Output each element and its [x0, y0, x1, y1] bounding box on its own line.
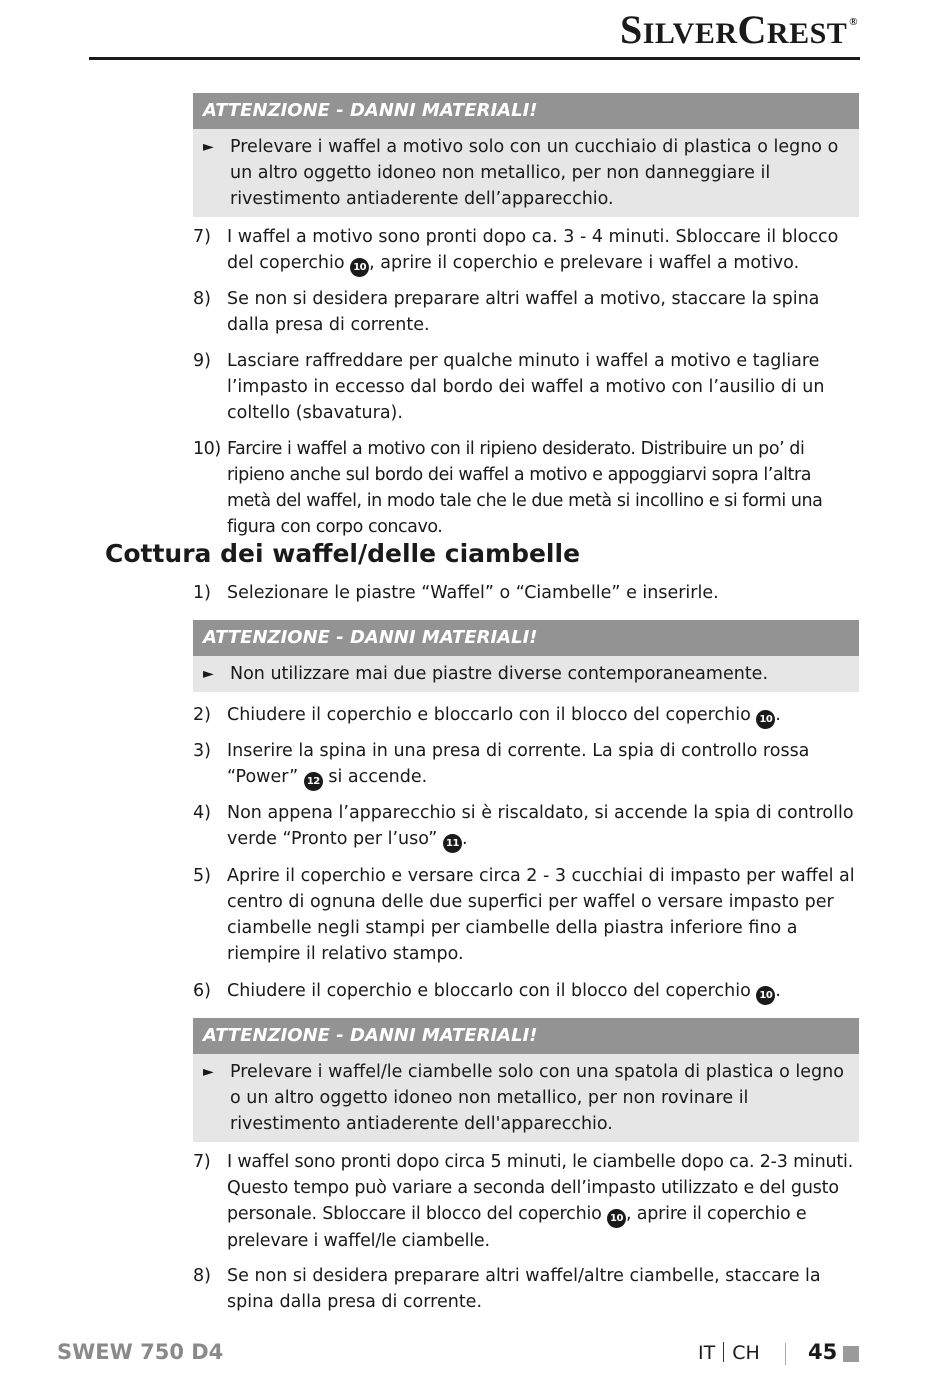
reference-number-icon: 11	[443, 834, 462, 853]
step-number: 4)	[193, 803, 211, 823]
language-codes	[698, 1342, 760, 1364]
language-code: CH	[732, 1342, 760, 1364]
warning-note-body	[193, 129, 859, 217]
reference-number-icon: 12	[304, 772, 323, 791]
step-text	[193, 1149, 859, 1254]
step-text	[193, 224, 859, 277]
triangle-bullet-icon: ►	[203, 139, 214, 155]
brand-logo-initial-1: S	[619, 7, 643, 52]
step-text-part: Non appena l’apparecchio si è riscaldato, si accende la spia di controllo verde “Pronto per l’uso”	[227, 803, 854, 849]
step-text-part: .	[461, 829, 468, 849]
header-rule	[89, 57, 860, 60]
reference-number-icon: 10	[350, 258, 369, 277]
step-text-part: Chiudere il coperchio e bloccarlo con il blocco del coperchio	[227, 705, 757, 725]
step-text-part: Chiudere il coperchio e bloccarlo con il blocco del coperchio	[227, 981, 757, 1001]
step-text-part: Inserire la spina in una presa di corrente. La spia di controllo rossa “Power”	[227, 741, 810, 787]
brand-logo-part-1: ILVER	[642, 17, 738, 50]
brand-logo	[620, 6, 858, 53]
step-number: 7)	[193, 227, 211, 247]
step-item	[193, 348, 859, 426]
triangle-bullet-icon: ►	[203, 1064, 214, 1080]
step-text: Farcire i waffel a motivo con il ripieno desiderato. Distribuire un po’ di ripieno anche sul bordo dei waffel a motivo e appoggiarvi sopra l’altra metà del waffel, in modo tale che le due metà si incollino e si formi una figura con corpo concavo.	[227, 439, 823, 537]
warning-note	[193, 1018, 859, 1142]
step-number: 2)	[193, 705, 211, 725]
triangle-bullet-icon: ►	[203, 666, 214, 682]
step-text-part: si accende.	[322, 767, 428, 787]
step-item	[193, 702, 859, 729]
page-number: 45	[808, 1340, 838, 1364]
brand-logo-part-2: REST	[766, 17, 848, 50]
step-item	[193, 436, 859, 540]
step-text: Aprire il coperchio e versare circa 2 - 3 cucchiai di impasto per waffel al centro di ognuna delle due superfici per waffel o versare impasto per ciambelle negli stampi per ciambelle della piastra inferiore fino a riempire il relativo stampo.	[227, 866, 855, 964]
section-title: Cottura dei waffel/delle ciambelle	[105, 539, 581, 568]
step-text-part: .	[775, 981, 781, 1001]
step-number: 9)	[193, 351, 211, 371]
step-text: Se non si desidera preparare altri waffel/altre ciambelle, staccare la spina dalla presa di corrente.	[227, 1266, 821, 1312]
step-text	[193, 738, 859, 791]
step-text-part: I waffel sono pronti dopo circa 5 minuti, le ciambelle dopo ca. 2-3 minuti. Questo tempo può variare a seconda dell’impasto utilizzato e del gusto personale. Sbloccare il blocco del coperchio	[227, 1152, 854, 1224]
divider	[723, 1342, 724, 1362]
step-text: Se non si desidera preparare altri waffel a motivo, staccare la spina dalla presa di corrente.	[227, 289, 820, 335]
square-marker-icon	[843, 1346, 859, 1362]
step-item	[193, 863, 859, 967]
reference-number-icon: 10	[756, 710, 775, 729]
step-text	[193, 702, 859, 729]
warning-note-text: Prelevare i waffel a motivo solo con un cucchiaio di plastica o legno o un altro oggetto idoneo non metallico, per non danneggiare il rivestimento antiaderente dell’apparecchio.	[230, 137, 839, 209]
step-item	[193, 978, 859, 1005]
language-code: IT	[698, 1342, 716, 1364]
step-number: 6)	[193, 981, 211, 1001]
warning-note-title: ATTENZIONE - DANNI MATERIALI!	[193, 1018, 859, 1054]
step-item	[193, 800, 859, 853]
step-text-part: , aprire il coperchio e prelevare i waffel/le ciambelle.	[227, 1204, 807, 1251]
step-number: 10)	[193, 439, 221, 459]
registered-mark: ®	[849, 16, 858, 28]
step-text: Lasciare raffreddare per qualche minuto i waffel a motivo e tagliare l’impasto in eccesso dal bordo dei waffel a motivo con l’ausilio di un coltello (sbavatura).	[227, 351, 825, 423]
step-number: 5)	[193, 866, 211, 886]
step-number: 8)	[193, 289, 211, 309]
step-item	[193, 580, 859, 606]
step-text: Selezionare le piastre “Waffel” o “Ciambelle” e inserirle.	[227, 583, 719, 603]
step-number: 7)	[193, 1152, 211, 1172]
step-item	[193, 224, 859, 277]
warning-note	[193, 93, 859, 217]
warning-note-text: Non utilizzare mai due piastre diverse contemporaneamente.	[230, 664, 769, 684]
step-text-part: .	[775, 705, 781, 725]
step-item	[193, 1149, 859, 1254]
step-text	[193, 978, 859, 1005]
step-text	[193, 800, 859, 853]
warning-note-body	[193, 1054, 859, 1142]
brand-logo-initial-2: C	[737, 7, 767, 52]
warning-note-text: Prelevare i waffel/le ciambelle solo con una spatola di plastica o legno o un altro oggetto idoneo non metallico, per non rovinare il rivestimento antiaderente dell'apparecchio.	[230, 1062, 844, 1134]
step-number: 1)	[193, 583, 211, 603]
warning-note-body	[193, 656, 859, 692]
step-text-part: , aprire il coperchio e prelevare i waffel a motivo.	[369, 253, 800, 273]
warning-note-title: ATTENZIONE - DANNI MATERIALI!	[193, 620, 859, 656]
reference-number-icon: 10	[607, 1209, 626, 1228]
step-text-part: I waffel a motivo sono pronti dopo ca. 3 - 4 minuti. Sbloccare il blocco del coperchio	[227, 227, 839, 273]
step-item	[193, 286, 859, 338]
divider	[785, 1343, 786, 1365]
warning-note-title: ATTENZIONE - DANNI MATERIALI!	[193, 93, 859, 129]
step-item	[193, 1263, 859, 1315]
model-number: SWEW 750 D4	[57, 1340, 224, 1364]
step-number: 3)	[193, 741, 211, 761]
reference-number-icon: 10	[756, 986, 775, 1005]
step-item	[193, 738, 859, 791]
warning-note	[193, 620, 859, 692]
step-number: 8)	[193, 1266, 211, 1286]
